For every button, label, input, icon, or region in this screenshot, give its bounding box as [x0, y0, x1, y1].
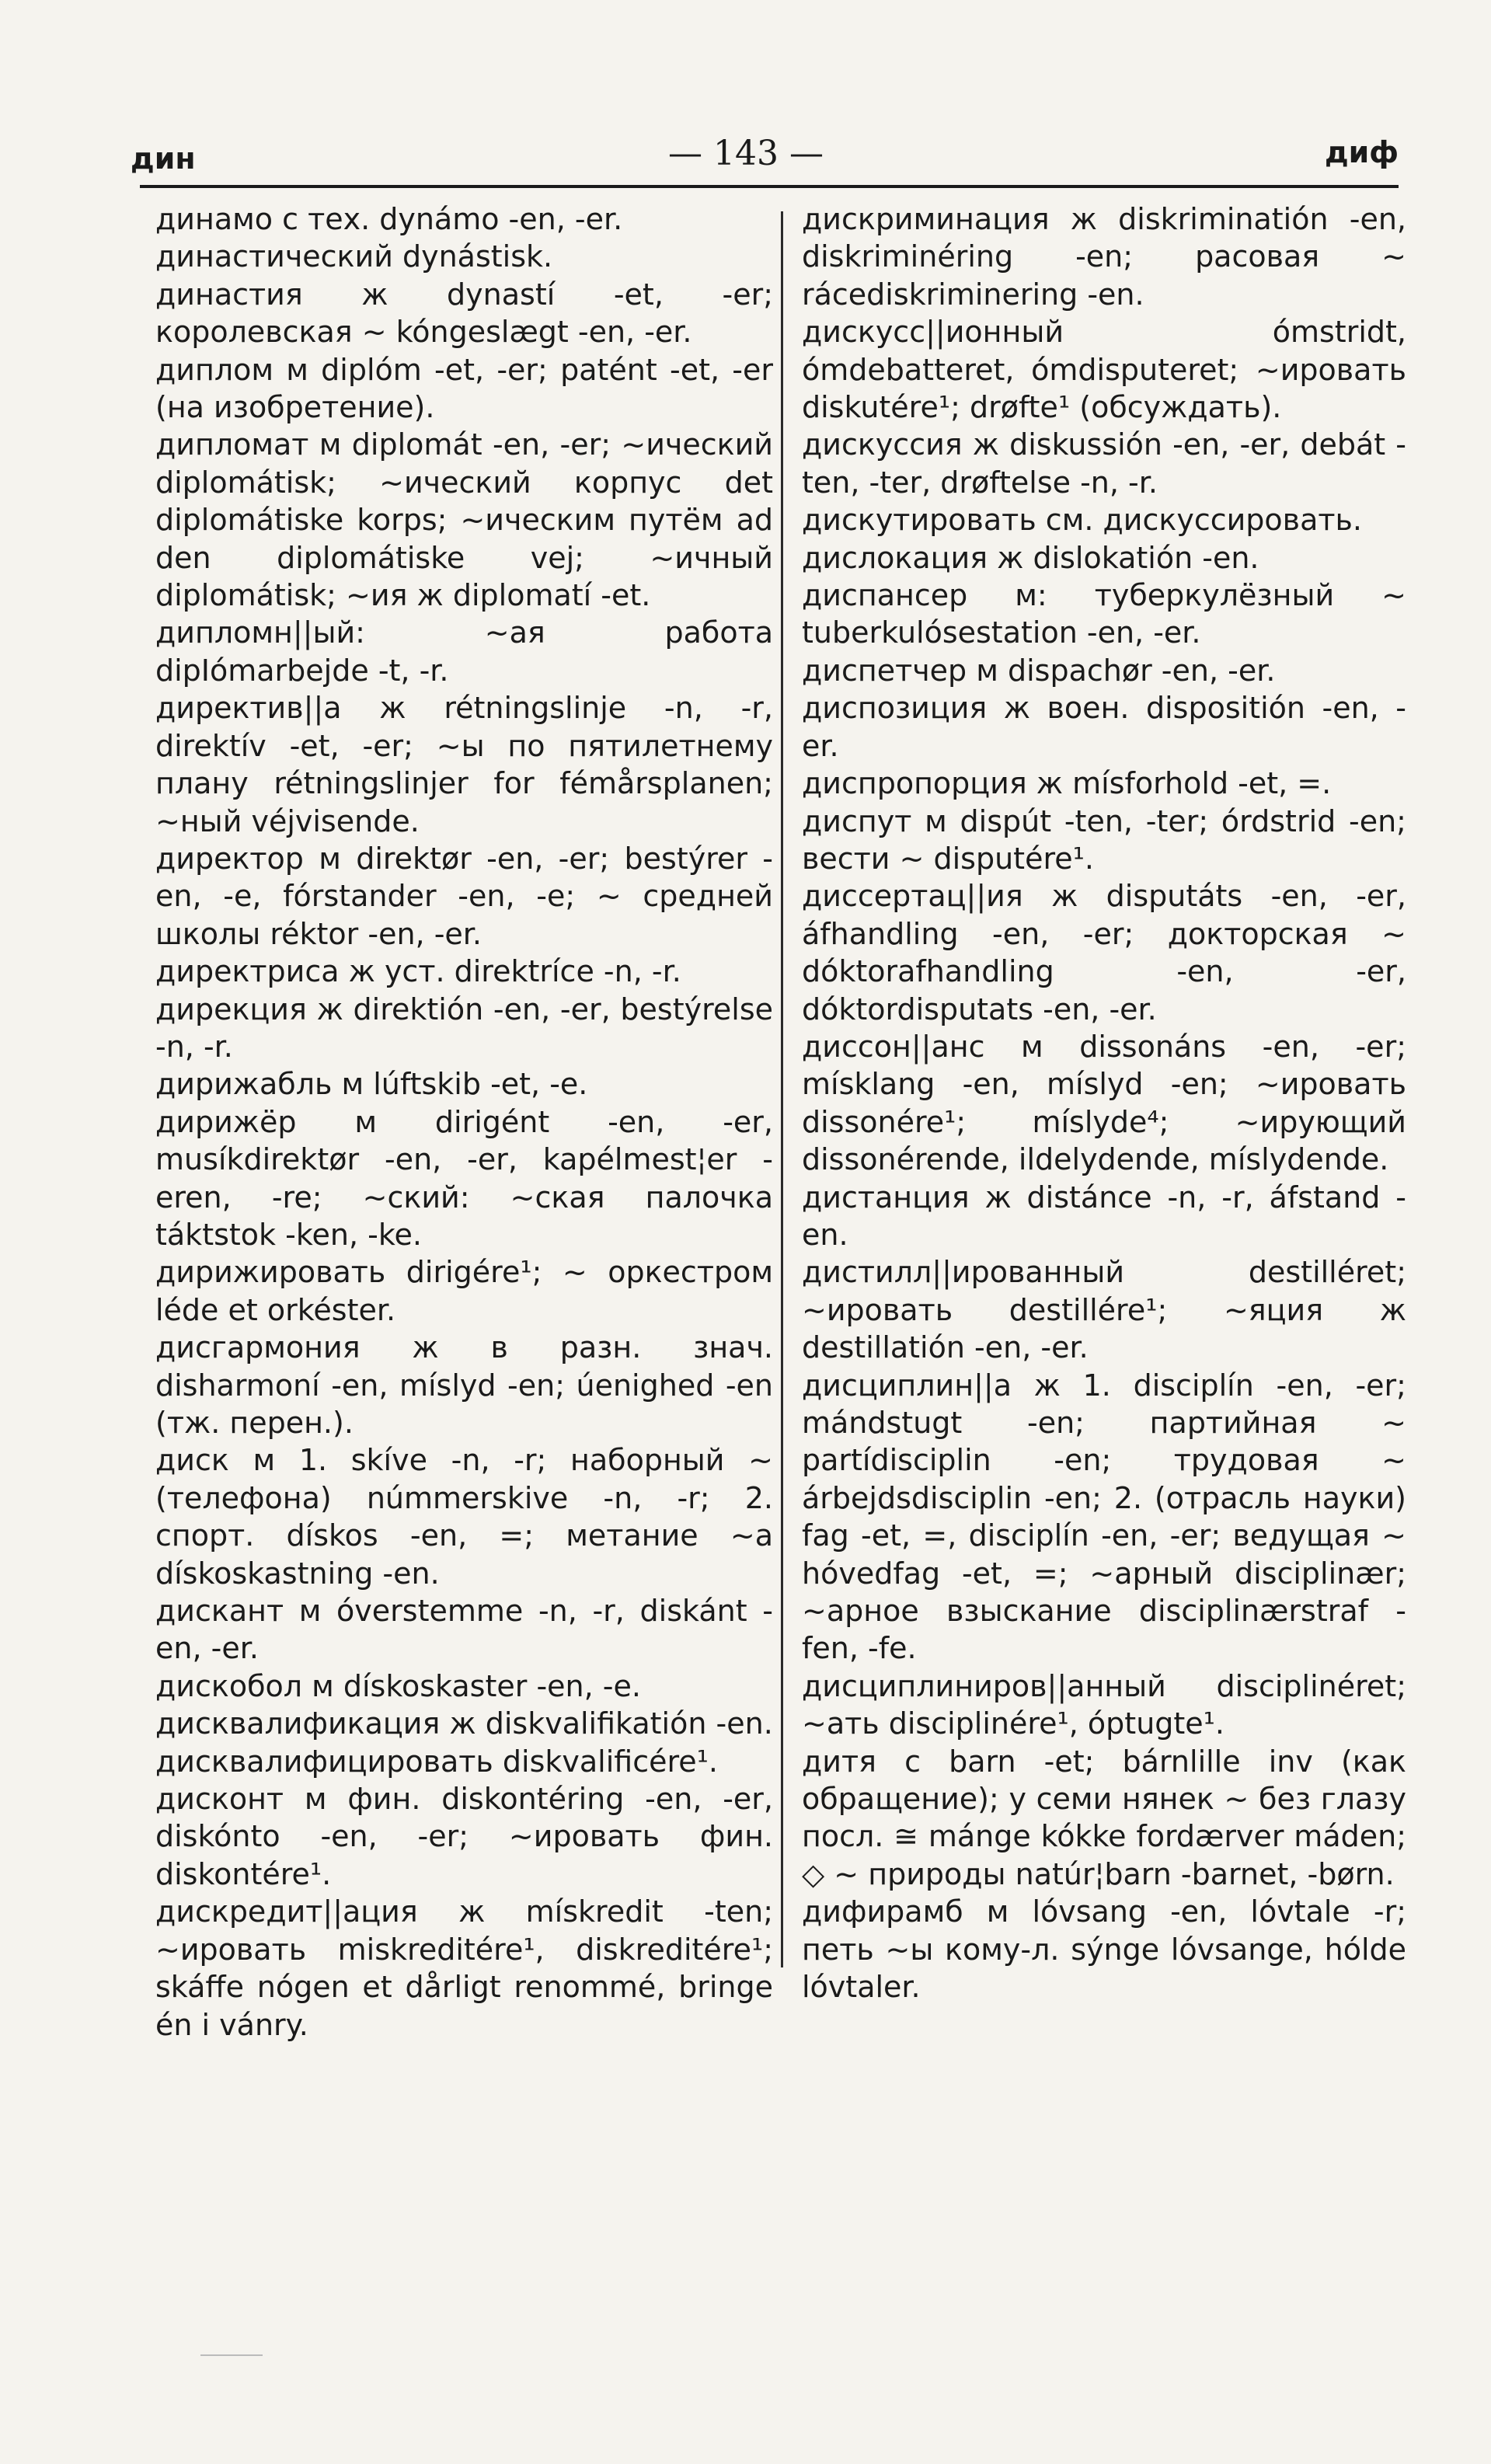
page-number: — 143 —	[668, 134, 824, 173]
dictionary-entry: директив||а ж rétningslinje -n, -r, direktív -et, -er; ~ы по пятилетнему плану rétningslinjer for fémårsplanen; ~ный véjvisende.	[155, 691, 773, 838]
dictionary-entry: дискутировать см. дискуссировать.	[802, 503, 1362, 538]
header-rule	[140, 185, 1399, 188]
dictionary-entry: дискредит||ация ж mískredit -ten; ~ировать miskreditére¹, diskreditére¹; skáffe nógen et dårligt renommé, bringe én i vánry.	[155, 1894, 773, 2042]
dictionary-entry: диссертац||ия ж disputáts -en, -er, áfhandling -en, -er; докторская ~ dóktorafhandling -en, -er, dóktordisputats -en, -er.	[802, 879, 1406, 1026]
dictionary-entry: дисконт м фин. diskontéring -en, -er, diskónto -en, -er; ~ировать фин. diskontére¹.	[155, 1782, 773, 1891]
dictionary-entry: дистилл||ированный destilléret; ~ировать destillére¹; ~яция ж destillatión -en, -er.	[802, 1255, 1406, 1365]
dictionary-entry: дискант м óverstemme -n, -r, diskánt -en, -er.	[155, 1594, 773, 1666]
dictionary-entry: диспропорция ж mísforhold -et, =.	[802, 766, 1332, 801]
dictionary-entry: дирекция ж direktión -en, -er, bestýrelse -n, -r.	[155, 992, 773, 1064]
dictionary-entry: династический dynástisk.	[155, 239, 553, 274]
dictionary-entry: дисгармония ж в разн. знач. disharmoní -en, míslyd -en; úenighed -en (тж. перен.).	[155, 1330, 773, 1440]
dictionary-entry: дирижировать dirigére¹; ~ оркестром léde et orkéster.	[155, 1255, 773, 1327]
left-guide-word: дин	[131, 141, 196, 176]
dictionary-entry: директор м direktør -en, -er; bestýrer -en, -e, fórstander -en, -e; ~ средней школы réktor -en, -er.	[155, 841, 773, 951]
page-mark	[200, 2354, 263, 2356]
dictionary-entry: дискриминация ж diskriminatión -en, diskriminéring -en; расовая ~ rácediskriminering -en.	[802, 202, 1406, 312]
column-divider	[781, 211, 783, 1967]
dictionary-entry: диссон||анс м dissonáns -en, -er; mísklang -en, míslyd -en; ~ировать dissonére¹; míslyde⁴; ~ирующий dissonérende, ildelydende, míslydende.	[802, 1029, 1406, 1177]
dictionary-entry: диск м 1. skíve -n, -r; наборный ~ (телефона) númmerskive -n, -r; 2. спорт. dískos -en, =; метание ~а dískoskastning -en.	[155, 1443, 773, 1591]
dictionary-entry: дитя с barn -et; bárnlille inv (как обращение); у семи нянек ~ без глазу посл. ≅ mánge kókke fordærver máden; ◇ ~ природы natúr¦barn -barnet, -børn.	[802, 1744, 1406, 1891]
right-guide-word: диф	[1324, 135, 1399, 169]
left-column	[155, 200, 773, 2044]
dictionary-entry: дисквалифицировать diskvalificére¹.	[155, 1744, 718, 1779]
dictionary-entry: дискобол м dískoskaster -en, -e.	[155, 1668, 641, 1703]
dictionary-entry: дифирамб м lóvsang -en, lóvtale -r; петь ~ы кому-л. sýnge lóvsange, hólde lóvtaler.	[802, 1894, 1406, 2005]
dictionary-entry: дипломн||ый: ~ая работа dipIómarbejde -t, -r.	[155, 615, 773, 688]
dictionary-entry: дисквалификация ж diskvalifikatión -en.	[155, 1706, 773, 1741]
page-header	[124, 124, 1399, 186]
dictionary-entry: динамо с тех. dynámo -en, -er.	[155, 202, 623, 236]
dictionary-entry: дирижабль м lúftskib -et, -e.	[155, 1067, 588, 1102]
dictionary-entry: директриса ж уст. direktríce -n, -r.	[155, 954, 681, 989]
dictionary-entry: династия ж dynastí -et, -er; королевская ~ kóngeslægt -en, -er.	[155, 277, 773, 350]
right-column	[802, 200, 1406, 2006]
dictionary-entry: дискусс||ионный ómstridt, ómdebatteret, ómdisputeret; ~ировать diskutére¹; drøfte¹ (обсуждать).	[802, 315, 1406, 425]
dictionary-entry: дисциплин||а ж 1. disciplín -en, -er; mándstugt -en; партийная ~ partídisciplin -en; трудовая ~ árbejdsdisciplin -en; 2. (отрасль науки) fag -et, =, disciplín -en, -er; ведущая ~ hóvedfag -et, =; ~арный disciplinær; ~арное взыскание disciplinærstraf -fen, -fe.	[802, 1368, 1406, 1666]
dictionary-entry: дирижёр м dirigént -en, -er, musíkdirektør -en, -er, kapélmest¦er -eren, -re; ~ский: ~ская палочка táktstok -ken, -ke.	[155, 1104, 773, 1252]
dictionary-entry: диспозиция ж воен. dispositión -en, -er.	[802, 691, 1406, 763]
dictionary-entry: дистанция ж distánce -n, -r, áfstand -en.	[802, 1180, 1406, 1252]
dictionary-entry: дипломат м diplomát -en, -er; ~ический diplomátisk; ~ический корпус det diplomátiske korps; ~ическим путём ad den diplomátiske vej; ~ичный diplomátisk; ~ия ж diplomatí -et.	[155, 427, 773, 613]
dictionary-entry: дисциплиниров||анный disciplinéret; ~ать disciplinére¹, óptugte¹.	[802, 1668, 1406, 1741]
dictionary-entry: диспансер м: туберкулёзный ~ tuberkulósestation -en, -er.	[802, 578, 1406, 650]
dictionary-entry: диспут м dispút -ten, -ter; órdstrid -en; вести ~ disputére¹.	[802, 803, 1406, 876]
dictionary-entry: диспетчер м dispachør -en, -er.	[802, 653, 1276, 688]
dictionary-entry: диплом м diplóm -et, -er; patént -et, -er (на изобретение).	[155, 352, 773, 425]
dictionary-entry: дислокация ж dislokatión -en.	[802, 540, 1259, 575]
dictionary-entry: дискуссия ж diskussión -en, -er, debát -ten, -ter, drøftelse -n, -r.	[802, 427, 1406, 500]
